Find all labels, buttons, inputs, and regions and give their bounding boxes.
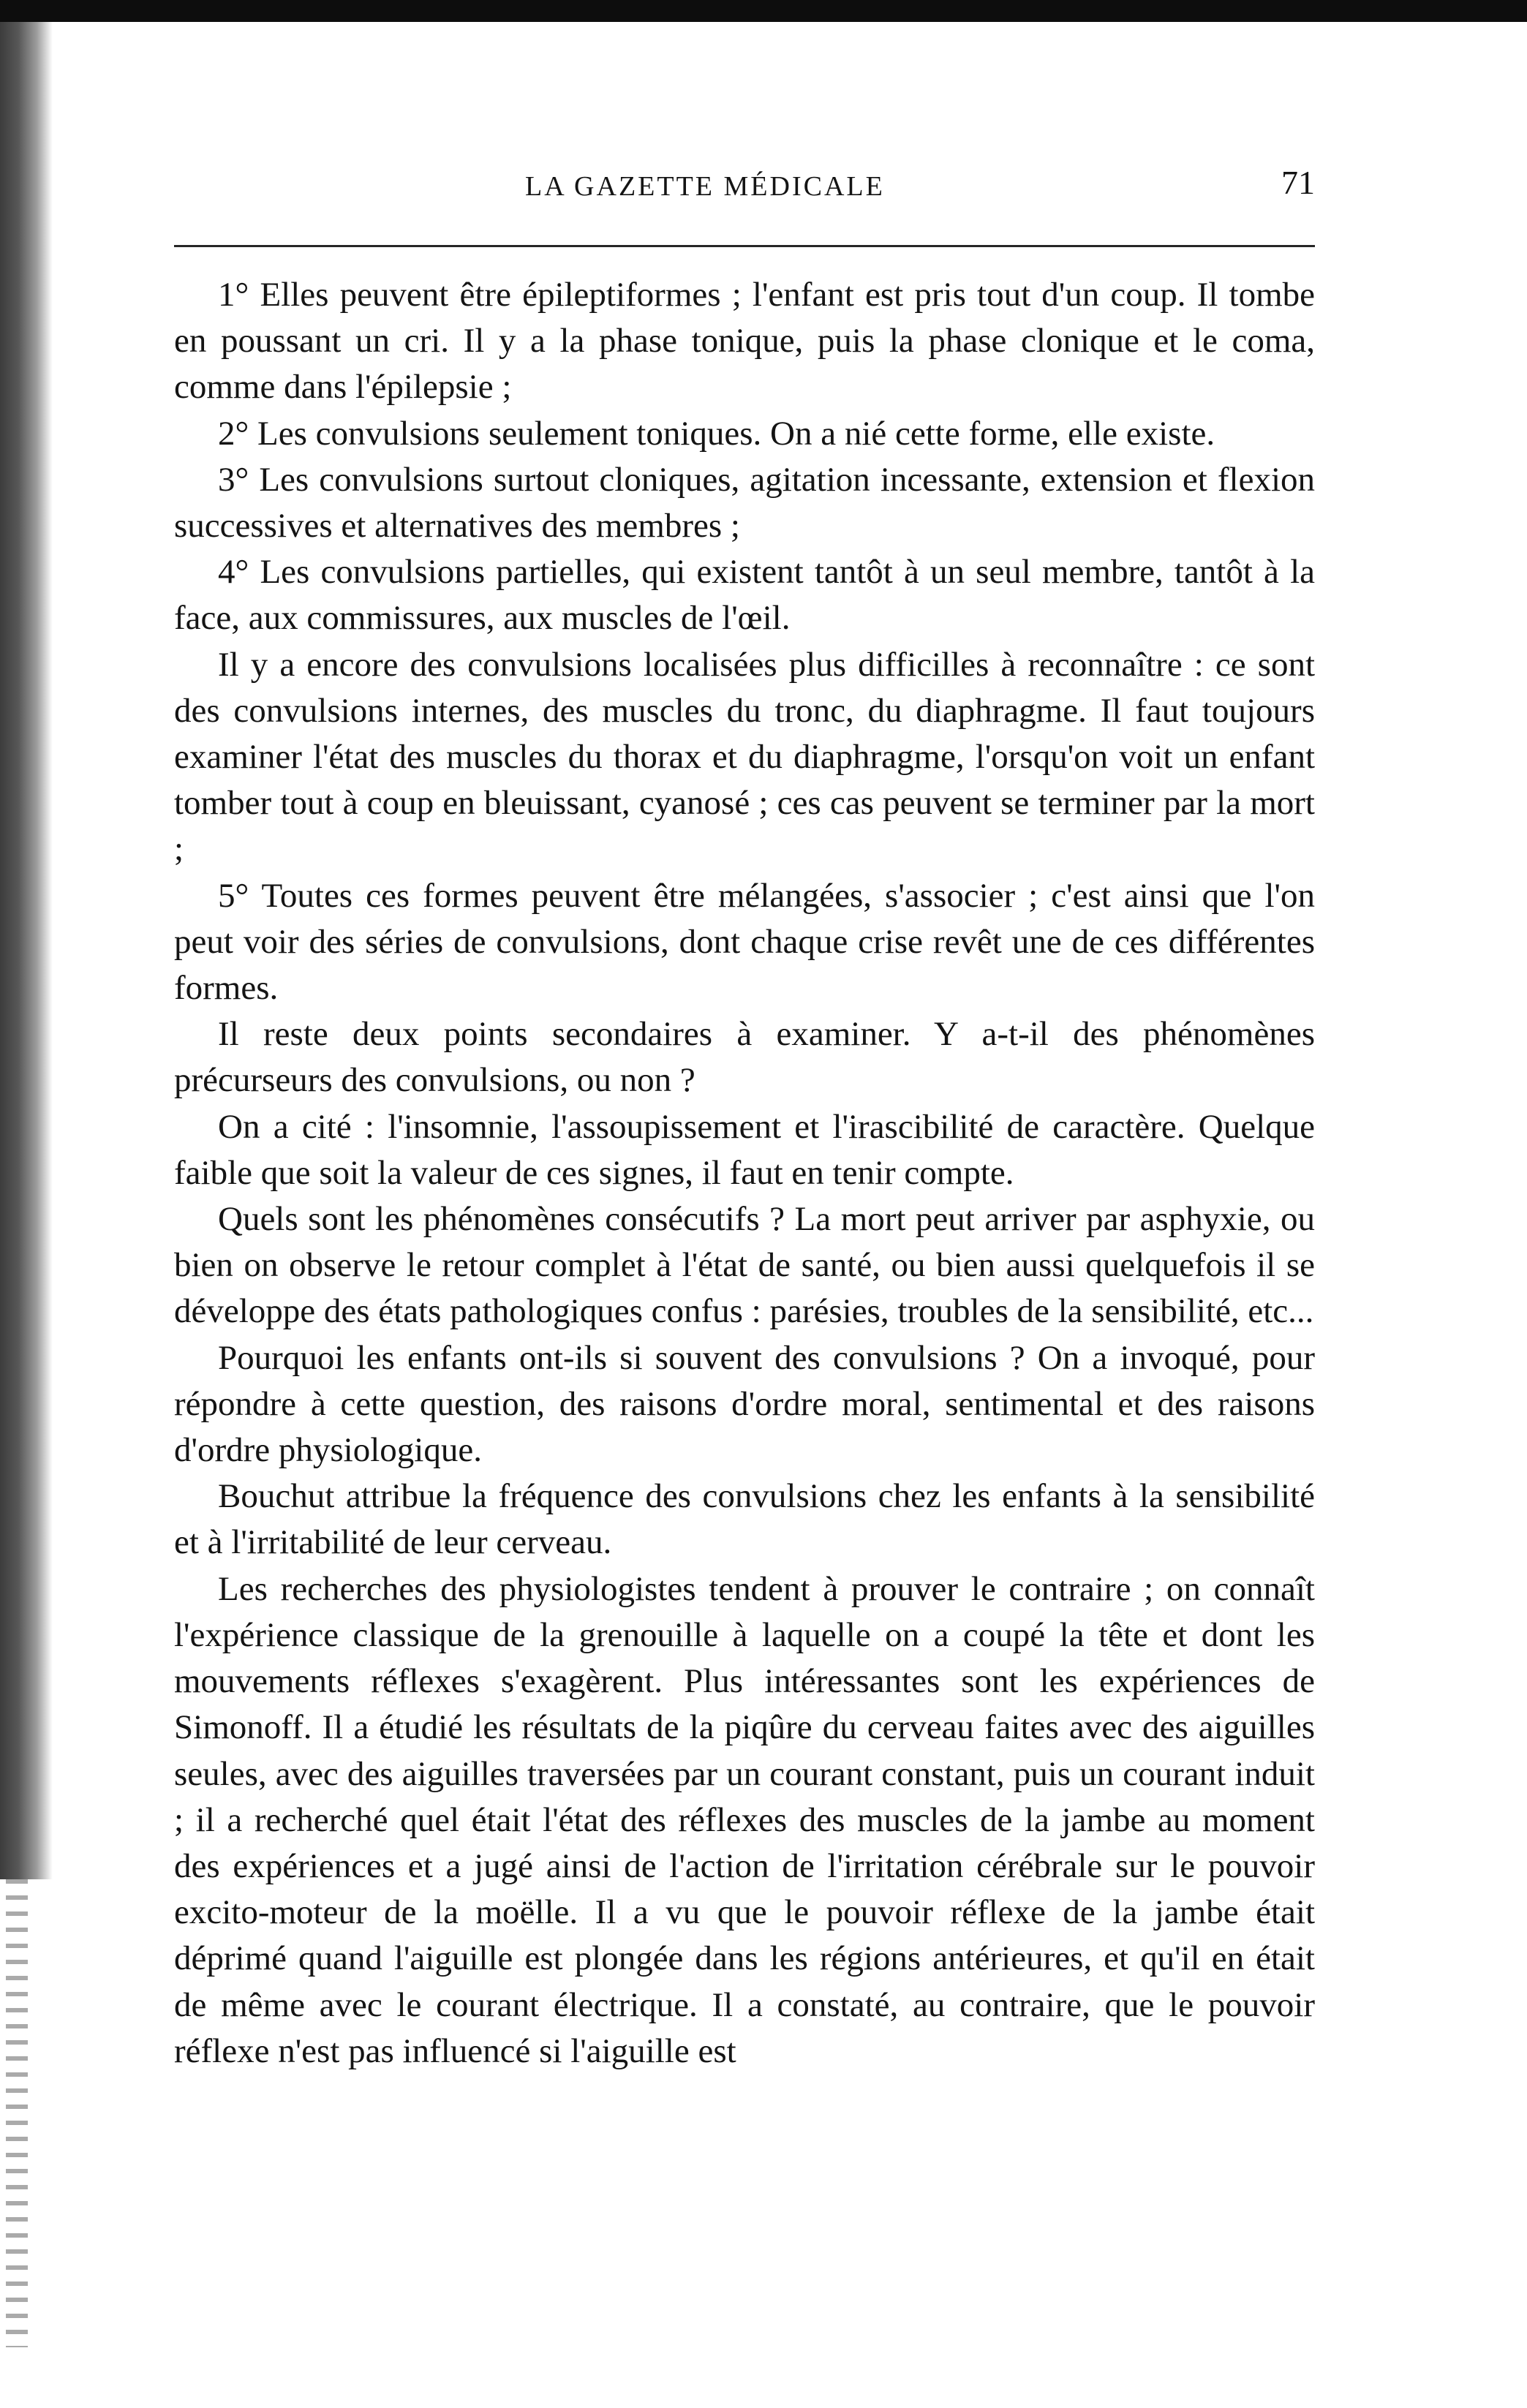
scan-edge-dots [6, 1879, 28, 2347]
page-number: 71 [1281, 164, 1315, 201]
paragraph-consequences: Quels sont les phénomènes consécutifs ? La mort peut arriver par asphyxie, ou bien on observe le retour complet à l'état de santé, ou bien aussi quelquefois il se développe des états pathologiques confus : parésies, troubles de la sensibilité, etc... [174, 1200, 1315, 1331]
running-title: LA GAZETTE MÉDICALE [525, 171, 885, 202]
paragraph-physiologists: Les recherches des physiologistes tendent à prouver le contraire ; on connaît l'expérience classique de la grenouille à laquelle on a coupé la tête et dont les mouvements réflexes s'exagèrent. Plus intéressantes sont les expériences de Simonoff. Il a étudié les résultats de la piqûre du cerveau faites avec des aiguilles seules, avec des aiguilles traversées par un courant constant, puis un courant induit ; il a recherché quel était l'état des réflexes des muscles de la jambe au moment des expériences et a jugé ainsi de l'action de l'irritation cérébrale sur le pouvoir excito-moteur de la moëlle. Il a vu que le pouvoir réflexe de la jambe était déprimé quand l'aiguille est plongée dans les régions antérieures, et qu'il en était de même avec le courant électrique. Il a constaté, au contraire, que le pouvoir réflexe n'est pas influencé si l'aiguille est [174, 1569, 1315, 2070]
paragraph-bouchut: Bouchut attribue la fréquence des convulsions chez les enfants à la sensibilité et à l'irritabilité de leur cerveau. [174, 1477, 1315, 1562]
body-text [174, 272, 1315, 2075]
header-rule [174, 245, 1315, 247]
page-header [174, 157, 1315, 208]
paragraph-form-1: 1° Elles peuvent être épileptiformes ; l'enfant est pris tout d'un coup. Il tombe en poussant un cri. Il y a la phase tonique, puis la phase clonique et le coma, comme dans l'épilepsie ; [174, 276, 1315, 407]
paragraph-form-3: 3° Les convulsions surtout cloniques, agitation incessante, extension et flexion successives et alternatives des membres ; [174, 460, 1315, 546]
paragraph-secondary-points: Il reste deux points secondaires à examiner. Y a-t-il des phénomènes précurseurs des convulsions, ou non ? [174, 1015, 1315, 1100]
paragraph-internal-convulsions: Il y a encore des convulsions localisées plus difficilles à reconnaître : ce sont des convulsions internes, des muscles du tronc, du diaphragme. Il faut toujours examiner l'état des muscles du thorax et du diaphragme, l'orsqu'on voit un enfant tomber tout à coup en bleuissant, cyanosé ; ces cas peuvent se terminer par la mort ; [174, 645, 1315, 869]
paragraph-form-4: 4° Les convulsions partielles, qui existent tantôt à un seul membre, tantôt à la face, aux commissures, aux muscles de l'œil. [174, 553, 1315, 638]
paragraph-why: Pourquoi les enfants ont-ils si souvent des convulsions ? On a invoqué, pour répondre à cette question, des raisons d'ordre moral, sentimental et des raisons d'ordre physiologique. [174, 1338, 1315, 1470]
paragraph-form-2: 2° Les convulsions seulement toniques. On a nié cette forme, elle existe. [218, 414, 1215, 453]
paragraph-form-5: 5° Toutes ces formes peuvent être mélangées, s'associer ; c'est ainsi que l'on peut voir des séries de convulsions, dont chaque crise revêt une de ces différentes formes. [174, 876, 1315, 1008]
scan-binding-edge [0, 22, 53, 1879]
scan-top-border [0, 0, 1527, 22]
paragraph-precursors: On a cité : l'insomnie, l'assoupissement et l'irascibilité de caractère. Quelque faible que soit la valeur de ces signes, il faut en tenir compte. [174, 1107, 1315, 1192]
